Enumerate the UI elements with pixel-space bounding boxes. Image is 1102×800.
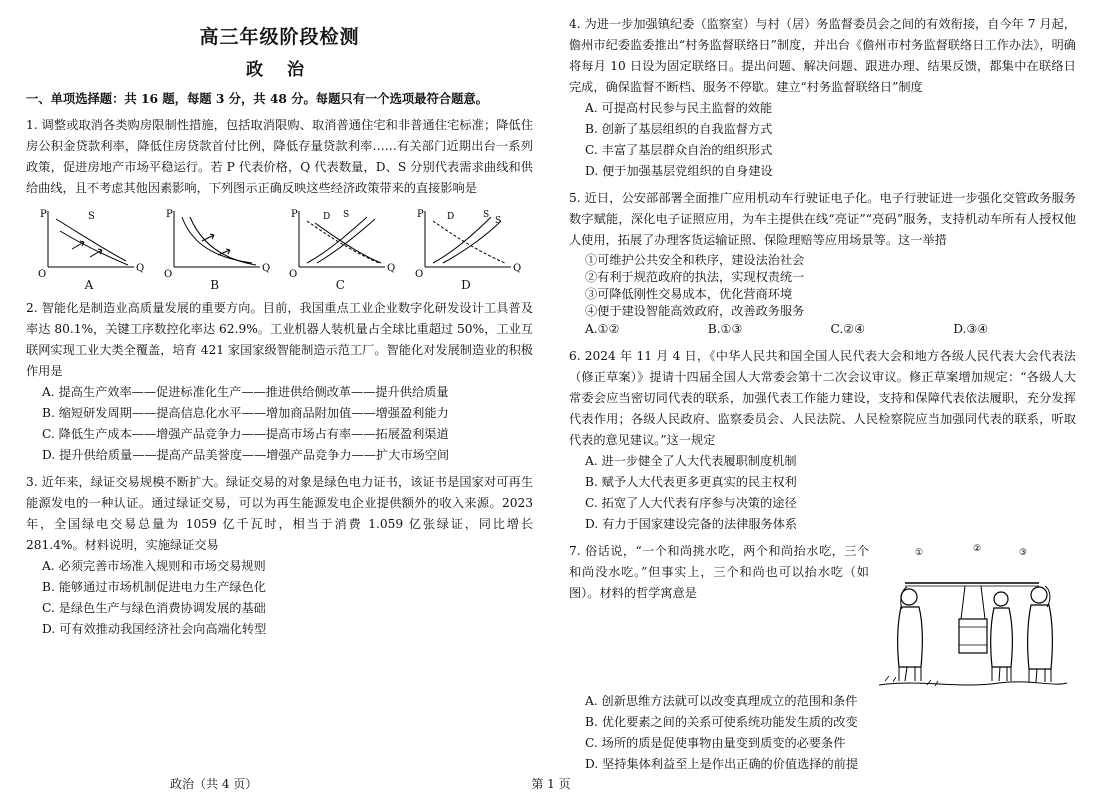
question-5-option-d[interactable]: D.③④ <box>953 321 989 336</box>
question-6-option-a[interactable]: A. 进一步健全了人大代表履职制度机制 <box>585 453 797 468</box>
figure-b <box>156 205 274 292</box>
page-title: 高三年级阶段检测 <box>199 26 360 48</box>
question-1-stem <box>26 115 533 199</box>
figure-c <box>281 205 399 292</box>
svg-text:Q: Q <box>387 263 396 275</box>
figure-a-label: A <box>84 278 94 293</box>
right-column <box>563 14 1077 771</box>
question-7 <box>569 541 1076 775</box>
svg-text:S: S <box>482 210 490 221</box>
question-7-text: 俗话说，“一个和尚挑水吃，两个和尚抬水吃，三个和尚没水吃。”但事实上，三个和尚也可以抬水吃（如图）。材料的哲学寓意是 <box>569 543 870 600</box>
question-2 <box>26 298 533 466</box>
question-6-text: 2024 年 11 月 4 日，《中华人民共和国全国人民代表大会和地方各级人民代表大会代表法（修正草案）》提请十四届全国人大常委会第十二次会议审议。修正草案增加规定：“各级人大常委会应当密切同代表的联系，加强代表工作能力建设，支持和保障代表依法履职，充分发挥代表作用；各级人民政府、监察委员会、人民法院、人民检察院应当加强同代表的联系，听取代表的意见建议。”这一规定 <box>569 348 1076 447</box>
svg-text:O: O <box>414 269 424 278</box>
figure-c-label: C <box>335 278 345 293</box>
question-5-option-b[interactable]: B.①③ <box>707 321 743 336</box>
svg-text:S: S <box>343 210 350 221</box>
question-2-number: 2. <box>26 301 38 316</box>
question-2-text: 智能化是制造业高质量发展的重要方向。目前，我国重点工业企业数字化研发设计工具普及率达 80.1%，关键工序数控化率达 62.9%。工业机器人装机量占全球比重超过 50%，工业互联网实现工业大类全覆盖，培育 421 家国家级智能制造示范工厂。智能化对发展制造业的积极作用是 <box>26 301 534 379</box>
question-3-stem <box>26 472 533 556</box>
figure-d <box>407 205 525 292</box>
question-4-option-c[interactable]: C. 丰富了基层群众自治的组织形式 <box>585 142 773 157</box>
question-2-option-a[interactable]: A. 提高生产效率——促进标准化生产——推进供给侧改革——提升供给质量 <box>42 385 449 400</box>
footer-left: 政治（共 4 页） <box>170 777 258 791</box>
svg-text:S: S <box>494 216 502 227</box>
svg-text:O: O <box>38 269 47 278</box>
question-7-option-a[interactable]: A. 创新思维方法就可以改变真理成立的范围和条件 <box>585 693 858 708</box>
question-3 <box>26 472 533 640</box>
question-6-option-b[interactable]: B. 赋予人大代表更多更真实的民主权利 <box>585 474 797 489</box>
svg-text:Q: Q <box>261 263 270 275</box>
question-3-number: 3. <box>26 475 38 490</box>
question-5 <box>569 188 1076 340</box>
question-6-option-d[interactable]: D. 有力于国家建设完备的法律服务体系 <box>585 516 798 531</box>
svg-text:O: O <box>163 269 172 278</box>
question-5-statement-3: ③可降低刚性交易成本，优化营商环境 <box>585 286 793 301</box>
svg-text:③: ③ <box>1019 547 1028 558</box>
figure-b-label: B <box>210 278 220 293</box>
question-7-figure <box>869 541 1074 691</box>
question-3-option-b[interactable]: B. 能够通过市场机制促进电力生产绿色化 <box>42 580 266 595</box>
question-6 <box>569 346 1076 535</box>
question-6-number: 6. <box>569 348 581 363</box>
question-2-stem <box>26 298 533 382</box>
question-4-stem <box>569 14 1076 98</box>
question-6-stem <box>569 346 1076 451</box>
figure-a <box>30 205 148 292</box>
svg-text:Q: Q <box>136 263 145 275</box>
section-heading: 一、单项选择题：共 16 题，每题 3 分，共 48 分。每题只有一个选项最符合题意。 <box>26 91 488 106</box>
question-3-option-c[interactable]: C. 是绿色生产与绿色消费协调发展的基础 <box>42 601 266 616</box>
question-1 <box>26 115 533 292</box>
figure-d-label: D <box>461 278 471 293</box>
question-7-layout <box>569 541 1076 691</box>
question-4-option-d[interactable]: D. 便于加强基层党组织的自身建设 <box>585 163 773 178</box>
question-4 <box>569 14 1076 182</box>
footer-page-number: 第 1 页 <box>531 777 571 791</box>
subject-title: 政 治 <box>246 60 313 80</box>
question-5-number: 5. <box>569 190 581 205</box>
question-1-number: 1. <box>26 118 38 133</box>
question-4-text: 为进一步加强镇纪委（监察室）与村（居）务监督委员会之间的有效衔接，自今年 7 月起，儋州市纪委监委推出“村务监督联络日”制度，并出台《儋州市村务监督联络日工作办法》，明确将每月 10 日设为固定联络日。提出问题、解决问题、跟进办理、结果反馈，都集中在联络日完成，确保监督不断档、服务不停歇。建立“村务监督联络日”制度 <box>569 17 1076 94</box>
question-7-textblock <box>569 541 869 691</box>
page-footer <box>0 775 1102 792</box>
question-1-text: 调整或取消各类购房限制性措施，包括取消限购、取消普通住宅和非普通住宅标准；降低住房公积金贷款利率，降低住房贷款首付比例，降低存量贷款利率……有关部门近期出台一系列政策，促进房地产市场平稳运行。若 P 代表价格，Q 代表数量，D、S 分别代表需求曲线和供给曲线，且不考虑其他因素影响，下列图示正确反映这些经济政策带来的直接影响是 <box>26 118 534 196</box>
question-5-stem <box>569 188 1076 251</box>
svg-text:P: P <box>165 209 173 221</box>
question-7-option-d[interactable]: D. 坚持集体利益至上是作出正确的价值选择的前提 <box>585 756 859 771</box>
svg-text:②: ② <box>973 543 982 554</box>
question-7-option-c[interactable]: C. 场所的质是促使事物由量变到质变的必要条件 <box>585 735 846 750</box>
question-4-option-b[interactable]: B. 创新了基层组织的自我监督方式 <box>585 121 773 136</box>
question-2-option-c[interactable]: C. 降低生产成本——增强产品竞争力——提高市场占有率——拓展盈利渠道 <box>42 427 449 442</box>
question-7-option-b[interactable]: B. 优化要素之间的关系可使系统功能发生质的改变 <box>585 714 858 729</box>
question-5-options-row <box>569 319 1076 340</box>
question-3-text: 近年来，绿证交易规模不断扩大。绿证交易的对象是绿色电力证书，该证书是国家对可再生能源发电的一种认证。通过绿证交易，可以为再生能源发电企业提供额外的收入来源。2023 年，全国绿电交易总量为 1059 亿千瓦时，相当于消费 1.059 亿张绿证，同比增长 281.4%。材料说明，实施绿证交易 <box>26 475 534 553</box>
two-column-layout <box>26 14 1077 771</box>
question-4-option-a[interactable]: A. 可提高村民参与民主监督的效能 <box>585 100 773 115</box>
question-6-option-c[interactable]: C. 拓宽了人大代表有序参与决策的途径 <box>585 495 797 510</box>
question-5-option-c[interactable]: C.②④ <box>830 321 866 336</box>
svg-text:D: D <box>323 212 331 223</box>
question-2-option-d[interactable]: D. 提升供给质量——提高产品美誉度——增强产品竞争力——扩大市场空间 <box>42 448 450 463</box>
svg-text:Q: Q <box>512 263 522 275</box>
question-3-option-a[interactable]: A. 必须完善市场准入规则和市场交易规则 <box>42 559 266 574</box>
question-4-number: 4. <box>569 17 581 31</box>
question-5-statement-1: ①可维护公共安全和秩序，建设法治社会 <box>585 252 805 267</box>
svg-text:D: D <box>446 212 455 223</box>
question-5-statement-2: ②有利于规范政府的执法，实现权责统一 <box>585 269 805 284</box>
question-7-stem <box>569 541 869 604</box>
question-2-option-b[interactable]: B. 缩短研发周期——提高信息化水平——增加商品附加值——增强盈利能力 <box>42 406 449 421</box>
svg-text:S: S <box>88 211 95 223</box>
question-5-statement-4: ④便于建设智能高效政府，改善政务服务 <box>585 303 805 318</box>
question-1-figures <box>30 205 525 292</box>
left-column <box>26 14 537 754</box>
svg-text:P: P <box>416 209 424 221</box>
svg-text:O: O <box>289 269 298 278</box>
question-3-option-d[interactable]: D. 可有效推动我国经济社会向高端化转型 <box>42 622 267 637</box>
svg-text:①: ① <box>915 547 924 558</box>
svg-text:P: P <box>291 209 299 221</box>
question-5-text: 近日，公安部部署全面推广应用机动车行驶证电子化。电子行驶证进一步强化交管政务服务数字赋能，深化电子证照应用，为车主提供在线“亮证”“亮码”服务，支持机动车所有人授权他人使用，拓展了办理客货运输证照、保险理赔等应用场景等。这一举措 <box>569 190 1077 247</box>
question-7-number: 7. <box>569 543 581 558</box>
question-5-option-a[interactable]: A.①② <box>585 321 620 336</box>
svg-text:P: P <box>40 209 47 221</box>
